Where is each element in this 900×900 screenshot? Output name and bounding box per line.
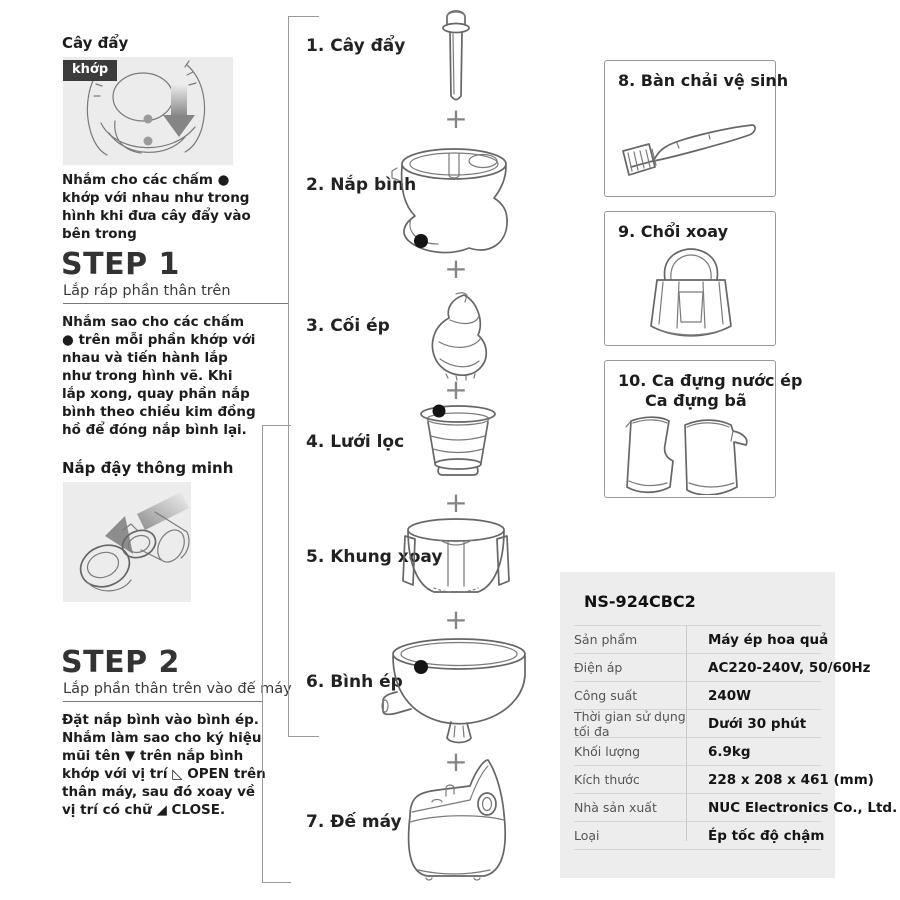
plus-sign-4: +: [444, 486, 468, 519]
juice-bowl-drawing: [380, 634, 538, 746]
spec-label: Nhà sản xuất: [574, 800, 657, 815]
plus-sign-1: +: [444, 102, 468, 135]
upper-assembly-bracket: [288, 16, 319, 737]
auger-drawing: [414, 290, 506, 382]
smart-cap-illustration: [63, 482, 191, 602]
accessory-label-10-line1: 10. Ca đựng nước ép: [618, 371, 803, 390]
spec-label: Công suất: [574, 688, 638, 703]
spec-panel: [560, 572, 898, 878]
smart-cap-drawing: [63, 482, 191, 602]
spec-value: NUC Electronics Co., Ltd.: [708, 799, 898, 816]
juice-pulp-cups-drawing: [617, 413, 765, 495]
spec-row-manufacturer: [574, 793, 898, 821]
spec-row-dimensions: [574, 765, 874, 793]
plus-sign-5: +: [444, 603, 468, 636]
pusher-fit-illustration: [63, 57, 233, 165]
pusher-drawing: [426, 8, 486, 108]
step2-subtitle: Lắp phần thân trên vào đế máy: [63, 681, 292, 697]
cleaning-brush-drawing: [615, 113, 765, 183]
full-assembly-bracket: [262, 425, 291, 883]
accessory-box-9: [604, 211, 776, 346]
step1-body: Nhắm sao cho các chấm ● trên mỗi phần khớp với nhau và tiến hành lắp như trong hình vẽ. Khi lắp xong, quay phần nắp bình theo chiều kim đồng hồ để đóng nắp bình lại.: [62, 314, 256, 438]
spec-label: Sản phẩm: [574, 632, 638, 647]
part-label-1: 1. Cây đẩy: [306, 36, 406, 56]
part-label-4: 4. Lưới lọc: [306, 432, 405, 452]
part-label-7: 7. Đế máy: [306, 812, 402, 832]
step1-separator: [63, 303, 288, 304]
step1-subtitle: Lắp ráp phần thân trên: [63, 283, 231, 299]
accessory-label-9: 9. Chổi xoay: [618, 222, 729, 241]
spec-value: 240W: [708, 687, 752, 704]
spec-label: Điện áp: [574, 660, 623, 675]
spec-label: Loại: [574, 828, 600, 843]
lid-drawing: [390, 140, 525, 262]
spec-value: 6.9kg: [708, 743, 751, 760]
step2-title: STEP 2: [61, 645, 180, 680]
plus-sign-3: +: [444, 373, 468, 406]
pusher-caption: Nhắm cho các chấm ● khớp với nhau như trong hình khi đưa cây đẩy vào bên trong: [62, 172, 251, 242]
step2-body: Đặt nắp bình vào bình ép. Nhắm làm sao cho ký hiệu mũi tên ▼ trên nắp bình khớp với vị trí ◺ OPEN trên thân máy, sau đó xoay về vị trí có chữ ◢ CLOSE.: [62, 712, 266, 818]
accessory-label-8: 8. Bàn chải vệ sinh: [618, 71, 789, 90]
part-label-3: 3. Cối ép: [306, 316, 390, 336]
spec-value: Dưới 30 phút: [708, 715, 807, 732]
spec-row-type: [574, 821, 825, 850]
spec-row-voltage: [574, 653, 871, 681]
spec-row-max-time: [574, 709, 821, 737]
spec-value: 228 x 208 x 461 (mm): [708, 771, 874, 788]
spec-value: AC220-240V, 50/60Hz: [708, 659, 871, 676]
spec-column-divider: [686, 625, 687, 841]
spec-row-power: [574, 681, 821, 709]
part-label-5: 5. Khung xoay: [306, 547, 443, 567]
spec-label: Thời gian sử dụng tối đa: [574, 708, 686, 739]
spec-label: Khối lượng: [574, 744, 641, 759]
motor-base-drawing: [398, 756, 510, 886]
spec-row-weight: [574, 737, 821, 765]
rotating-frame-drawing: [400, 516, 512, 604]
strainer-drawing: [417, 403, 499, 481]
spec-row-product: [574, 625, 829, 653]
fit-badge: khớp: [63, 60, 117, 81]
part-label-2: 2. Nắp bình: [306, 175, 417, 195]
spec-value: Máy ép hoa quả: [708, 631, 829, 648]
rotating-brush-drawing: [639, 246, 743, 342]
smart-cap-title: Nắp đậy thông minh: [62, 459, 234, 477]
spec-value: Ép tốc độ chậm: [708, 827, 825, 844]
plus-sign-6: +: [444, 745, 468, 778]
model-number: NS-924CBC2: [584, 592, 696, 611]
spec-label: Kích thước: [574, 772, 640, 787]
accessory-label-10-line2: Ca đựng bã: [645, 391, 747, 410]
pusher-section-title: Cây đẩy: [62, 34, 129, 52]
step1-title: STEP 1: [61, 247, 180, 282]
part-label-6: 6. Bình ép: [306, 672, 403, 692]
plus-sign-2: +: [444, 252, 468, 285]
accessory-box-8: [604, 60, 789, 197]
step2-separator: [63, 701, 262, 702]
accessory-box-10: [604, 360, 803, 498]
spec-table: [574, 625, 898, 850]
